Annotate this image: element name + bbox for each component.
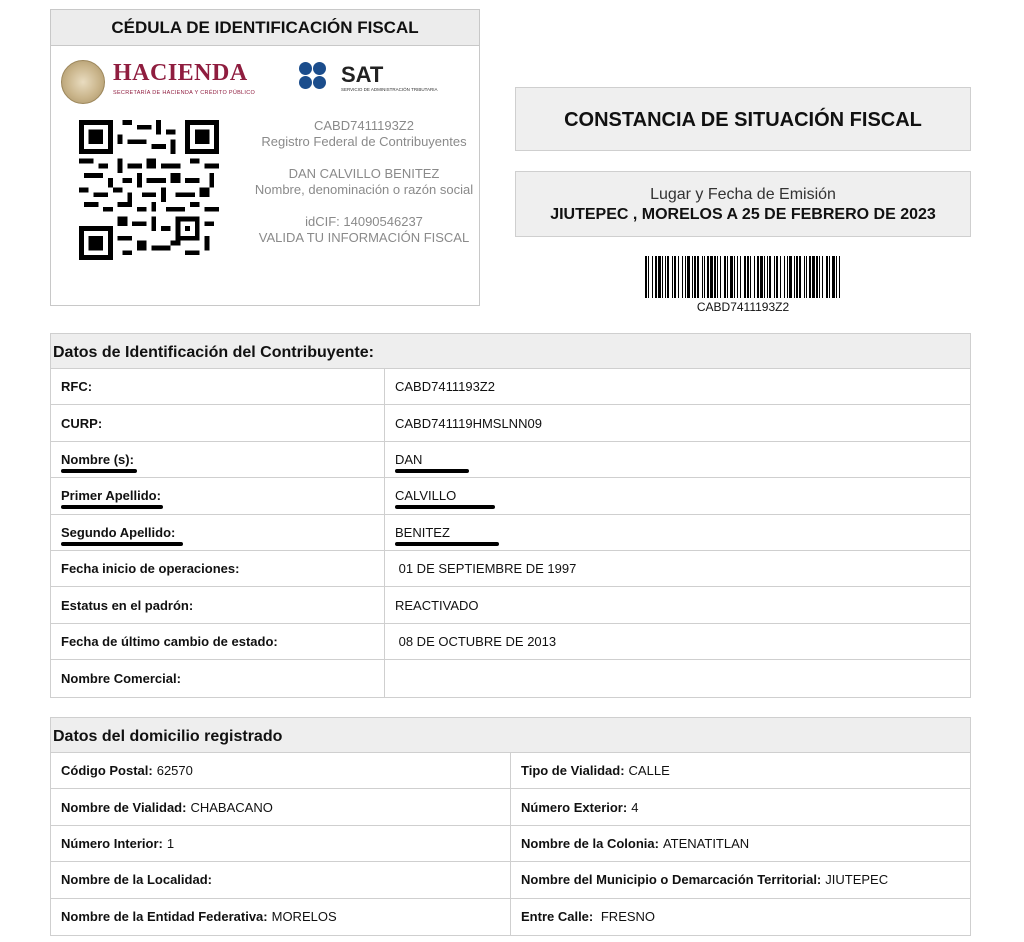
sat-subtitle: SERVICIO DE ADMINISTRACIÓN TRIBUTARIA (341, 87, 438, 92)
table-row (51, 405, 970, 441)
cedula-valida: VALIDA TU INFORMACIÓN FISCAL (258, 230, 470, 245)
hacienda-subtitle: SECRETARÍA DE HACIENDA Y CRÉDITO PÚBLICO (113, 90, 256, 96)
primer-apellido-label: Primer Apellido: (61, 488, 161, 504)
municipio-label: Nombre del Municipio o Demarcación Territorial: (521, 872, 822, 888)
place-value: JIUTEPEC , MORELOS A 25 DE FEBRERO DE 2023 (550, 206, 936, 223)
numero-interior-value: 1 (166, 835, 175, 851)
cedula-idcif: idCIF: 14090546237 (305, 214, 423, 229)
table-row (51, 478, 970, 514)
numero-exterior-value: 4 (631, 799, 639, 815)
cedula-info (249, 118, 479, 262)
fecha-inicio-label: Fecha inicio de operaciones: (61, 561, 240, 577)
national-seal-icon (61, 60, 105, 104)
entre-calle-label: Entre Calle: (521, 909, 594, 925)
place-label: Lugar y Fecha de Emisión (650, 186, 836, 203)
place-date-panel (515, 171, 971, 237)
fecha-cambio-label: Fecha de último cambio de estado: (61, 633, 278, 649)
sat-logo: SAT (341, 62, 384, 87)
barcode-icon (645, 256, 841, 298)
table-row (51, 826, 970, 862)
segundo-apellido-label: Segundo Apellido: (61, 524, 176, 540)
logos-bar (51, 54, 479, 110)
table-row (51, 515, 970, 551)
colonia-label: Nombre de la Colonia: (521, 835, 659, 851)
table-row (51, 899, 970, 935)
numero-interior-label: Número Interior: (61, 835, 163, 851)
table-row (51, 862, 970, 898)
entidad-value: MORELOS (271, 909, 337, 925)
entre-calle-value: FRESNO (597, 909, 656, 925)
curp-value: CABD741119HMSLNN09 (395, 415, 542, 431)
localidad-label: Nombre de la Localidad: (61, 872, 212, 888)
tipo-vialidad-label: Tipo de Vialidad: (521, 763, 625, 779)
nombre-comercial-label: Nombre Comercial: (61, 670, 181, 686)
nombre-value: DAN (395, 451, 423, 467)
cedula-rfc-label: Registro Federal de Contribuyentes (261, 134, 467, 149)
identificacion-table (50, 333, 971, 698)
table-row (51, 753, 970, 789)
entidad-label: Nombre de la Entidad Federativa: (61, 909, 268, 925)
municipio-value: JIUTEPEC (825, 872, 889, 888)
curp-label: CURP: (61, 415, 103, 431)
qr-code-icon (79, 120, 219, 260)
cedula-card (50, 9, 480, 306)
table-row (51, 789, 970, 825)
nombre-vialidad-value: CHABACANO (190, 799, 273, 815)
fecha-inicio-value: 01 DE SEPTIEMBRE DE 1997 (395, 561, 577, 577)
estatus-value: REACTIVADO (395, 597, 479, 613)
cedula-title: CÉDULA DE IDENTIFICACIÓN FISCAL (51, 10, 479, 46)
document-title: CONSTANCIA DE SITUACIÓN FISCAL (515, 87, 971, 151)
segundo-apellido-value: BENITEZ (395, 524, 450, 540)
cedula-name: DAN CALVILLO BENITEZ (288, 166, 440, 181)
primer-apellido-value: CALVILLO (395, 488, 457, 504)
table-row (51, 587, 970, 623)
table-row (51, 660, 970, 696)
codigo-postal-value: 62570 (156, 763, 193, 779)
table-row (51, 442, 970, 478)
identificacion-title: Datos de Identificación del Contribuyente: (51, 334, 970, 369)
hacienda-logo: HACIENDA (113, 60, 248, 86)
codigo-postal-label: Código Postal: (61, 763, 153, 779)
rfc-label: RFC: (61, 379, 93, 395)
domicilio-title: Datos del domicilio registrado (51, 718, 970, 753)
colonia-value: ATENATITLAN (662, 835, 750, 851)
cedula-rfc: CABD7411193Z2 (314, 118, 414, 133)
rfc-value: CABD7411193Z2 (395, 379, 495, 395)
nombre-vialidad-label: Nombre de Vialidad: (61, 799, 187, 815)
estatus-label: Estatus en el padrón: (61, 597, 194, 613)
table-row (51, 624, 970, 660)
cedula-name-label: Nombre, denominación o razón social (254, 182, 474, 197)
tipo-vialidad-value: CALLE (628, 763, 670, 779)
sat-dots-icon (299, 58, 339, 94)
numero-exterior-label: Número Exterior: (521, 799, 628, 815)
nombre-label: Nombre (s): (61, 451, 134, 467)
fecha-cambio-value: 08 DE OCTUBRE DE 2013 (395, 633, 557, 649)
domicilio-table (50, 717, 971, 936)
table-row (51, 369, 970, 405)
table-row (51, 551, 970, 587)
barcode-text: CABD7411193Z2 (696, 300, 790, 314)
